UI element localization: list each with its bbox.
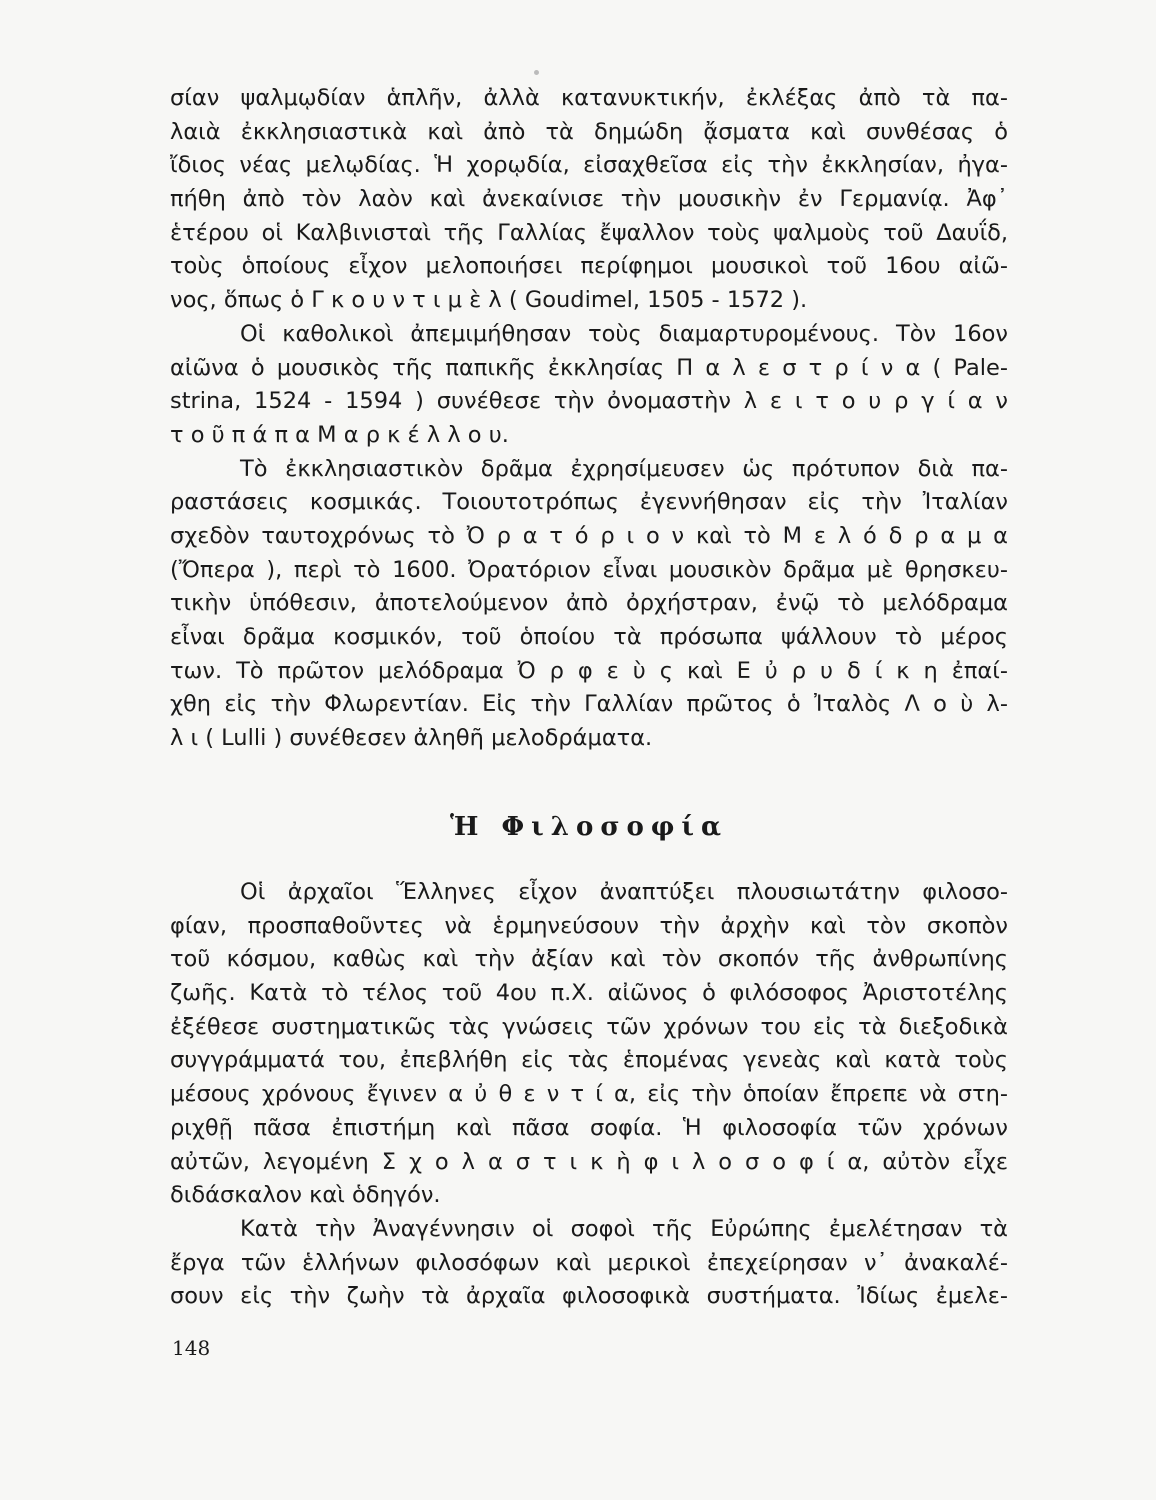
text-line: Κατὰ τὴν Ἀναγέννησιν οἱ σοφοὶ τῆς Εὐρώπης ἐμελέτησαν τὰ bbox=[240, 1215, 1008, 1242]
ink-speck bbox=[534, 70, 539, 75]
section-heading: Ἡ Φιλοσοφία bbox=[450, 812, 728, 842]
text-line: τοῦ κόσμου, καθὼς καὶ τὴν ἀξίαν καὶ τὸν σκοπόν τῆς ἀνθρωπίνης bbox=[170, 946, 1008, 973]
text-line: strina, 1524 - 1594 ) συνέθεσε τὴν ὀνομαστὴν λ ε ι τ ο υ ρ γ ί α ν bbox=[170, 388, 1008, 415]
text-line: εἶναι δρᾶμα κοσμικόν, τοῦ ὁποίου τὰ πρόσωπα ψάλλουν τὸ μέρος bbox=[170, 624, 1008, 650]
text-line: σουν εἰς τὴν ζωὴν τὰ ἀρχαῖα φιλοσοφικὰ συστήματα. Ἰδίως ἐμελε- bbox=[170, 1283, 1008, 1310]
text-line: ριχθῇ πᾶσα ἐπιστήμη καὶ πᾶσα σοφία. Ἡ φιλοσοφία τῶν χρόνων bbox=[170, 1114, 1008, 1141]
text-line: χθη εἰς τὴν Φλωρεντίαν. Εἰς τὴν Γαλλίαν πρῶτος ὁ Ἰταλὸς Λ ο ὺ λ- bbox=[170, 691, 1008, 718]
text-line: ραστάσεις κοσμικάς. Τοιουτοτρόπως ἐγεννήθησαν εἰς τὴν Ἰταλίαν bbox=[170, 489, 1008, 516]
text-line: ἑτέρου οἱ Καλβινισταὶ τῆς Γαλλίας ἔψαλλον τοὺς ψαλμοὺς τοῦ Δαυΐδ, bbox=[170, 219, 1008, 246]
text-line: λαιὰ ἐκκλησιαστικὰ καὶ ἀπὸ τὰ δημώδη ᾄσματα καὶ συνθέσας ὁ bbox=[170, 118, 1008, 145]
text-line: ἔργα τῶν ἑλλήνων φιλοσόφων καὶ μερικοὶ ἐπεχείρησαν ν᾽ ἀνακαλέ- bbox=[170, 1249, 1008, 1276]
text-line: των. Τὸ πρῶτον μελόδραμα Ὀ ρ φ ε ὺ ς καὶ Ε ὐ ρ υ δ ί κ η ἐπαί- bbox=[170, 657, 1008, 684]
section-philosophy-text bbox=[170, 876, 1008, 1314]
text-line: διδάσκαλον καὶ ὁδηγόν. bbox=[170, 1182, 441, 1209]
text-line: Τὸ ἐκκλησιαστικὸν δρᾶμα ἐχρησίμευσεν ὡς πρότυπον διὰ πα- bbox=[240, 455, 1008, 482]
text-line: συγγράμματά του, ἐπεβλήθη εἰς τὰς ἑπομένας γενεὰς καὶ κατὰ τοὺς bbox=[170, 1047, 1008, 1074]
text-line: σχεδὸν ταυτοχρόνως τὸ Ὀ ρ α τ ό ρ ι ο ν καὶ τὸ Μ ε λ ό δ ρ α μ α bbox=[170, 522, 1008, 549]
section-music-text bbox=[170, 82, 1008, 756]
text-line: τικὴν ὑπόθεσιν, ἀποτελούμενον ἀπὸ ὀρχήστραν, ἐνῷ τὸ μελόδραμα bbox=[170, 590, 1008, 617]
text-line: νος, ὅπως ὁ Γ κ ο υ ν τ ι μ ὲ λ ( Goudimel, 1505 - 1572 ). bbox=[170, 287, 808, 314]
text-line: φίαν, προσπαθοῦντες νὰ ἑρμηνεύσουν τὴν ἀρχὴν καὶ τὸν σκοπὸν bbox=[170, 912, 1008, 939]
text-line: αἰῶνα ὁ μουσικὸς τῆς παπικῆς ἐκκλησίας Π α λ ε σ τ ρ ί ν α ( Pale- bbox=[170, 354, 1008, 381]
text-line: πήθη ἀπὸ τὸν λαὸν καὶ ἀνεκαίνισε τὴν μουσικὴν ἐν Γερμανίᾳ. Ἀφ᾽ bbox=[170, 186, 1008, 213]
text-line: τ ο ῦ π ά π α Μ α ρ κ έ λ λ ο υ. bbox=[170, 421, 509, 448]
text-line: Οἱ ἀρχαῖοι Ἕλληνες εἶχον ἀναπτύξει πλουσιωτάτην φιλοσο- bbox=[240, 879, 1008, 905]
text-line: λ ι ( Lulli ) συνέθεσεν ἀληθῆ μελοδράματα. bbox=[170, 725, 653, 752]
page-number: 148 bbox=[172, 1336, 211, 1360]
text-line: αὐτῶν, λεγομένη Σ χ ο λ α σ τ ι κ ὴ φ ι λ ο σ ο φ ί α, αὐτὸν εἶχε bbox=[170, 1148, 1008, 1175]
text-line: μέσους χρόνους ἔγινεν α ὐ θ ε ν τ ί α, εἰς τὴν ὁποίαν ἔπρεπε νὰ στη- bbox=[170, 1081, 1008, 1108]
text-line: τοὺς ὁποίους εἶχον μελοποιήσει περίφημοι μουσικοὶ τοῦ 16ου αἰῶ- bbox=[170, 253, 1008, 280]
text-line: ἴδιος νέας μελῳδίας. Ἡ χορῳδία, εἰσαχθεῖσα εἰς τὴν ἐκκλησίαν, ἠγα- bbox=[170, 152, 1008, 179]
text-line: (Ὄπερα ), περὶ τὸ 1600. Ὀρατόριον εἶναι μουσικὸν δρᾶμα μὲ θρησκευ- bbox=[170, 556, 1008, 583]
text-line: ζωῆς. Κατὰ τὸ τέλος τοῦ 4ου π.Χ. αἰῶνος ὁ φιλόσοφος Ἀριστοτέλης bbox=[170, 980, 1008, 1007]
text-line: ἐξέθεσε συστηματικῶς τὰς γνώσεις τῶν χρόνων του εἰς τὰ διεξοδικὰ bbox=[170, 1013, 1008, 1040]
text-line: σίαν ψαλμῳδίαν ἁπλῆν, ἀλλὰ κατανυκτικήν, ἐκλέξας ἀπὸ τὰ πα- bbox=[170, 85, 1008, 111]
text-line: Οἱ καθολικοὶ ἀπεμιμήθησαν τοὺς διαμαρτυρομένους. Τὸν 16ον bbox=[240, 320, 1008, 347]
